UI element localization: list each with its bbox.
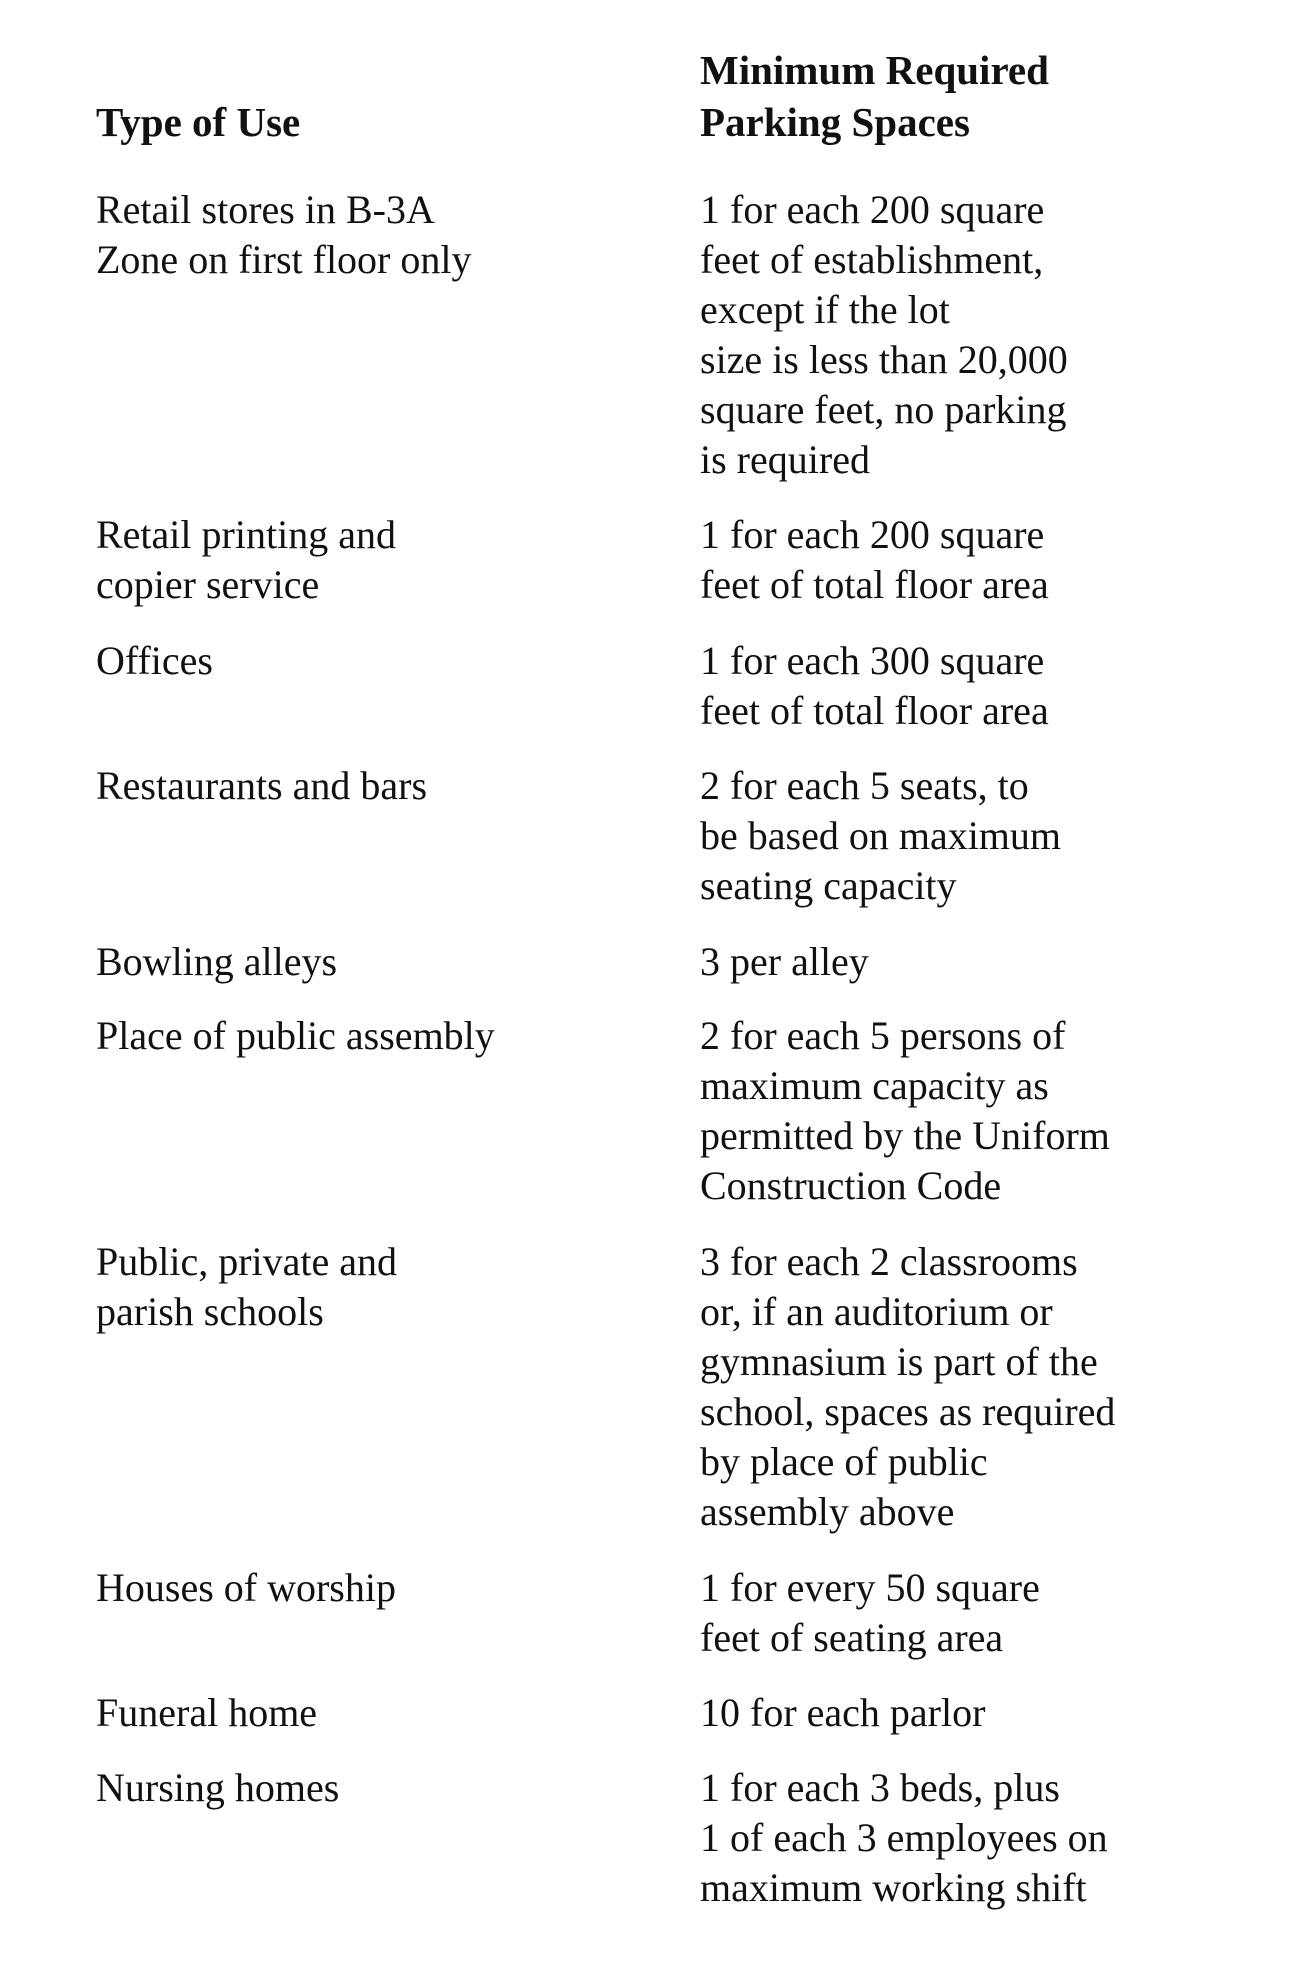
header-type-of-use	[96, 96, 656, 148]
table-row-4-use	[96, 937, 656, 987]
spaces-line: 1 for each 200 square	[700, 512, 1045, 557]
table-row-1-spaces	[700, 510, 1300, 610]
header-min-required-parking	[700, 44, 1300, 148]
spaces-line: 10 for each parlor	[700, 1690, 986, 1735]
spaces-line: seating capacity	[700, 863, 957, 908]
use-line: copier service	[96, 562, 320, 607]
use-line: Retail printing and	[96, 512, 396, 557]
spaces-line: square feet, no parking	[700, 387, 1067, 432]
table-row-1-use	[96, 510, 656, 610]
spaces-line: 1 of each 3 employees on	[700, 1815, 1108, 1860]
use-line: Restaurants and bars	[96, 763, 428, 808]
use-line: Retail stores in B-3A	[96, 187, 435, 232]
spaces-line: 1 for each 3 beds, plus	[700, 1765, 1060, 1810]
spaces-line: 3 per alley	[700, 939, 869, 984]
table-row-7-spaces	[700, 1563, 1300, 1663]
table-row-3-spaces	[700, 761, 1300, 911]
spaces-line: size is less than 20,000	[700, 337, 1068, 382]
spaces-line: maximum capacity as	[700, 1063, 1049, 1108]
spaces-line: feet of total floor area	[700, 562, 1049, 607]
spaces-line: feet of total floor area	[700, 688, 1049, 733]
spaces-line: 1 for each 300 square	[700, 638, 1045, 683]
spaces-line: 2 for each 5 seats, to	[700, 763, 1029, 808]
spaces-line: permitted by the Uniform	[700, 1113, 1110, 1158]
spaces-line: Construction Code	[700, 1163, 1002, 1208]
table-row-5-spaces	[700, 1011, 1300, 1211]
table-row-3-use	[96, 761, 656, 811]
table-row-6-spaces	[700, 1237, 1300, 1537]
header-min-required-line1: Minimum Required	[700, 47, 1049, 93]
spaces-line: 1 for every 50 square	[700, 1565, 1040, 1610]
table-row-2-spaces	[700, 636, 1300, 736]
table-row-8-use	[96, 1688, 656, 1738]
table-row-4-spaces	[700, 937, 1300, 987]
spaces-line: 3 for each 2 classrooms	[700, 1239, 1078, 1284]
use-line: Houses of worship	[96, 1565, 396, 1610]
table-row-0-use	[96, 185, 656, 285]
table-row-6-use	[96, 1237, 656, 1337]
use-line: parish schools	[96, 1289, 324, 1334]
spaces-line: school, spaces as required	[700, 1389, 1116, 1434]
spaces-line: is required	[700, 437, 870, 482]
table-row-2-use	[96, 636, 656, 686]
spaces-line: except if the lot	[700, 287, 950, 332]
table-row-9-spaces	[700, 1763, 1300, 1913]
spaces-line: maximum working shift	[700, 1865, 1087, 1910]
spaces-line: feet of establishment,	[700, 237, 1044, 282]
spaces-line: assembly above	[700, 1489, 955, 1534]
spaces-line: 2 for each 5 persons of	[700, 1013, 1066, 1058]
spaces-line: be based on maximum	[700, 813, 1062, 858]
table-row-0-spaces	[700, 185, 1300, 485]
use-line: Nursing homes	[96, 1765, 340, 1810]
header-min-required-line2: Parking Spaces	[700, 99, 970, 145]
use-line: Zone on first floor only	[96, 237, 472, 282]
spaces-line: by place of public	[700, 1439, 988, 1484]
table-row-8-spaces	[700, 1688, 1300, 1738]
table-row-5-use	[96, 1011, 656, 1061]
table-row-7-use	[96, 1563, 656, 1613]
header-type-of-use-text: Type of Use	[96, 99, 301, 145]
use-line: Funeral home	[96, 1690, 318, 1735]
table-row-9-use	[96, 1763, 656, 1813]
use-line: Bowling alleys	[96, 939, 338, 984]
use-line: Place of public assembly	[96, 1013, 495, 1058]
spaces-line: feet of seating area	[700, 1615, 1004, 1660]
use-line: Offices	[96, 638, 213, 683]
spaces-line: 1 for each 200 square	[700, 187, 1045, 232]
spaces-line: gymnasium is part of the	[700, 1339, 1098, 1384]
spaces-line: or, if an auditorium or	[700, 1289, 1053, 1334]
use-line: Public, private and	[96, 1239, 398, 1284]
